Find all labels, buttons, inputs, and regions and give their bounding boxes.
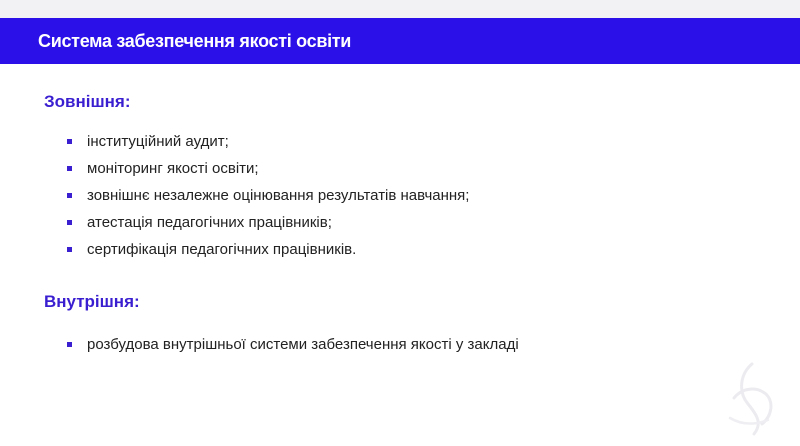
list-item (67, 158, 469, 185)
watermark-logo-icon (722, 358, 782, 438)
list-item (67, 334, 527, 355)
bullet-icon (67, 193, 72, 198)
slide-title-bar (0, 18, 800, 64)
list-item (67, 131, 469, 158)
bullet-icon (67, 342, 72, 347)
list-item-text: атестація педагогічних працівників; (87, 214, 332, 231)
bullet-icon (67, 139, 72, 144)
list-item-text: розбудова внутрішньої системи забезпечення якості у закладі (87, 336, 519, 353)
list-item (67, 212, 469, 239)
external-list (67, 131, 469, 266)
slide-title: Система забезпечення якості освіти (38, 30, 352, 51)
external-heading: Зовнішня: (44, 92, 131, 111)
list-item-text: моніторинг якості освіти; (87, 160, 259, 177)
bullet-icon (67, 247, 72, 252)
bullet-icon (67, 220, 72, 225)
list-item-text: інституційний аудит; (87, 133, 229, 150)
list-item (67, 239, 469, 266)
internal-list (67, 334, 527, 355)
list-item-text: зовнішнє незалежне оцінювання результатів навчання; (87, 187, 470, 204)
list-item (67, 185, 469, 212)
list-item-text: сертифікація педагогічних працівників. (87, 241, 357, 258)
internal-heading: Внутрішня: (44, 292, 140, 311)
top-strip (0, 0, 800, 18)
bullet-icon (67, 166, 72, 171)
